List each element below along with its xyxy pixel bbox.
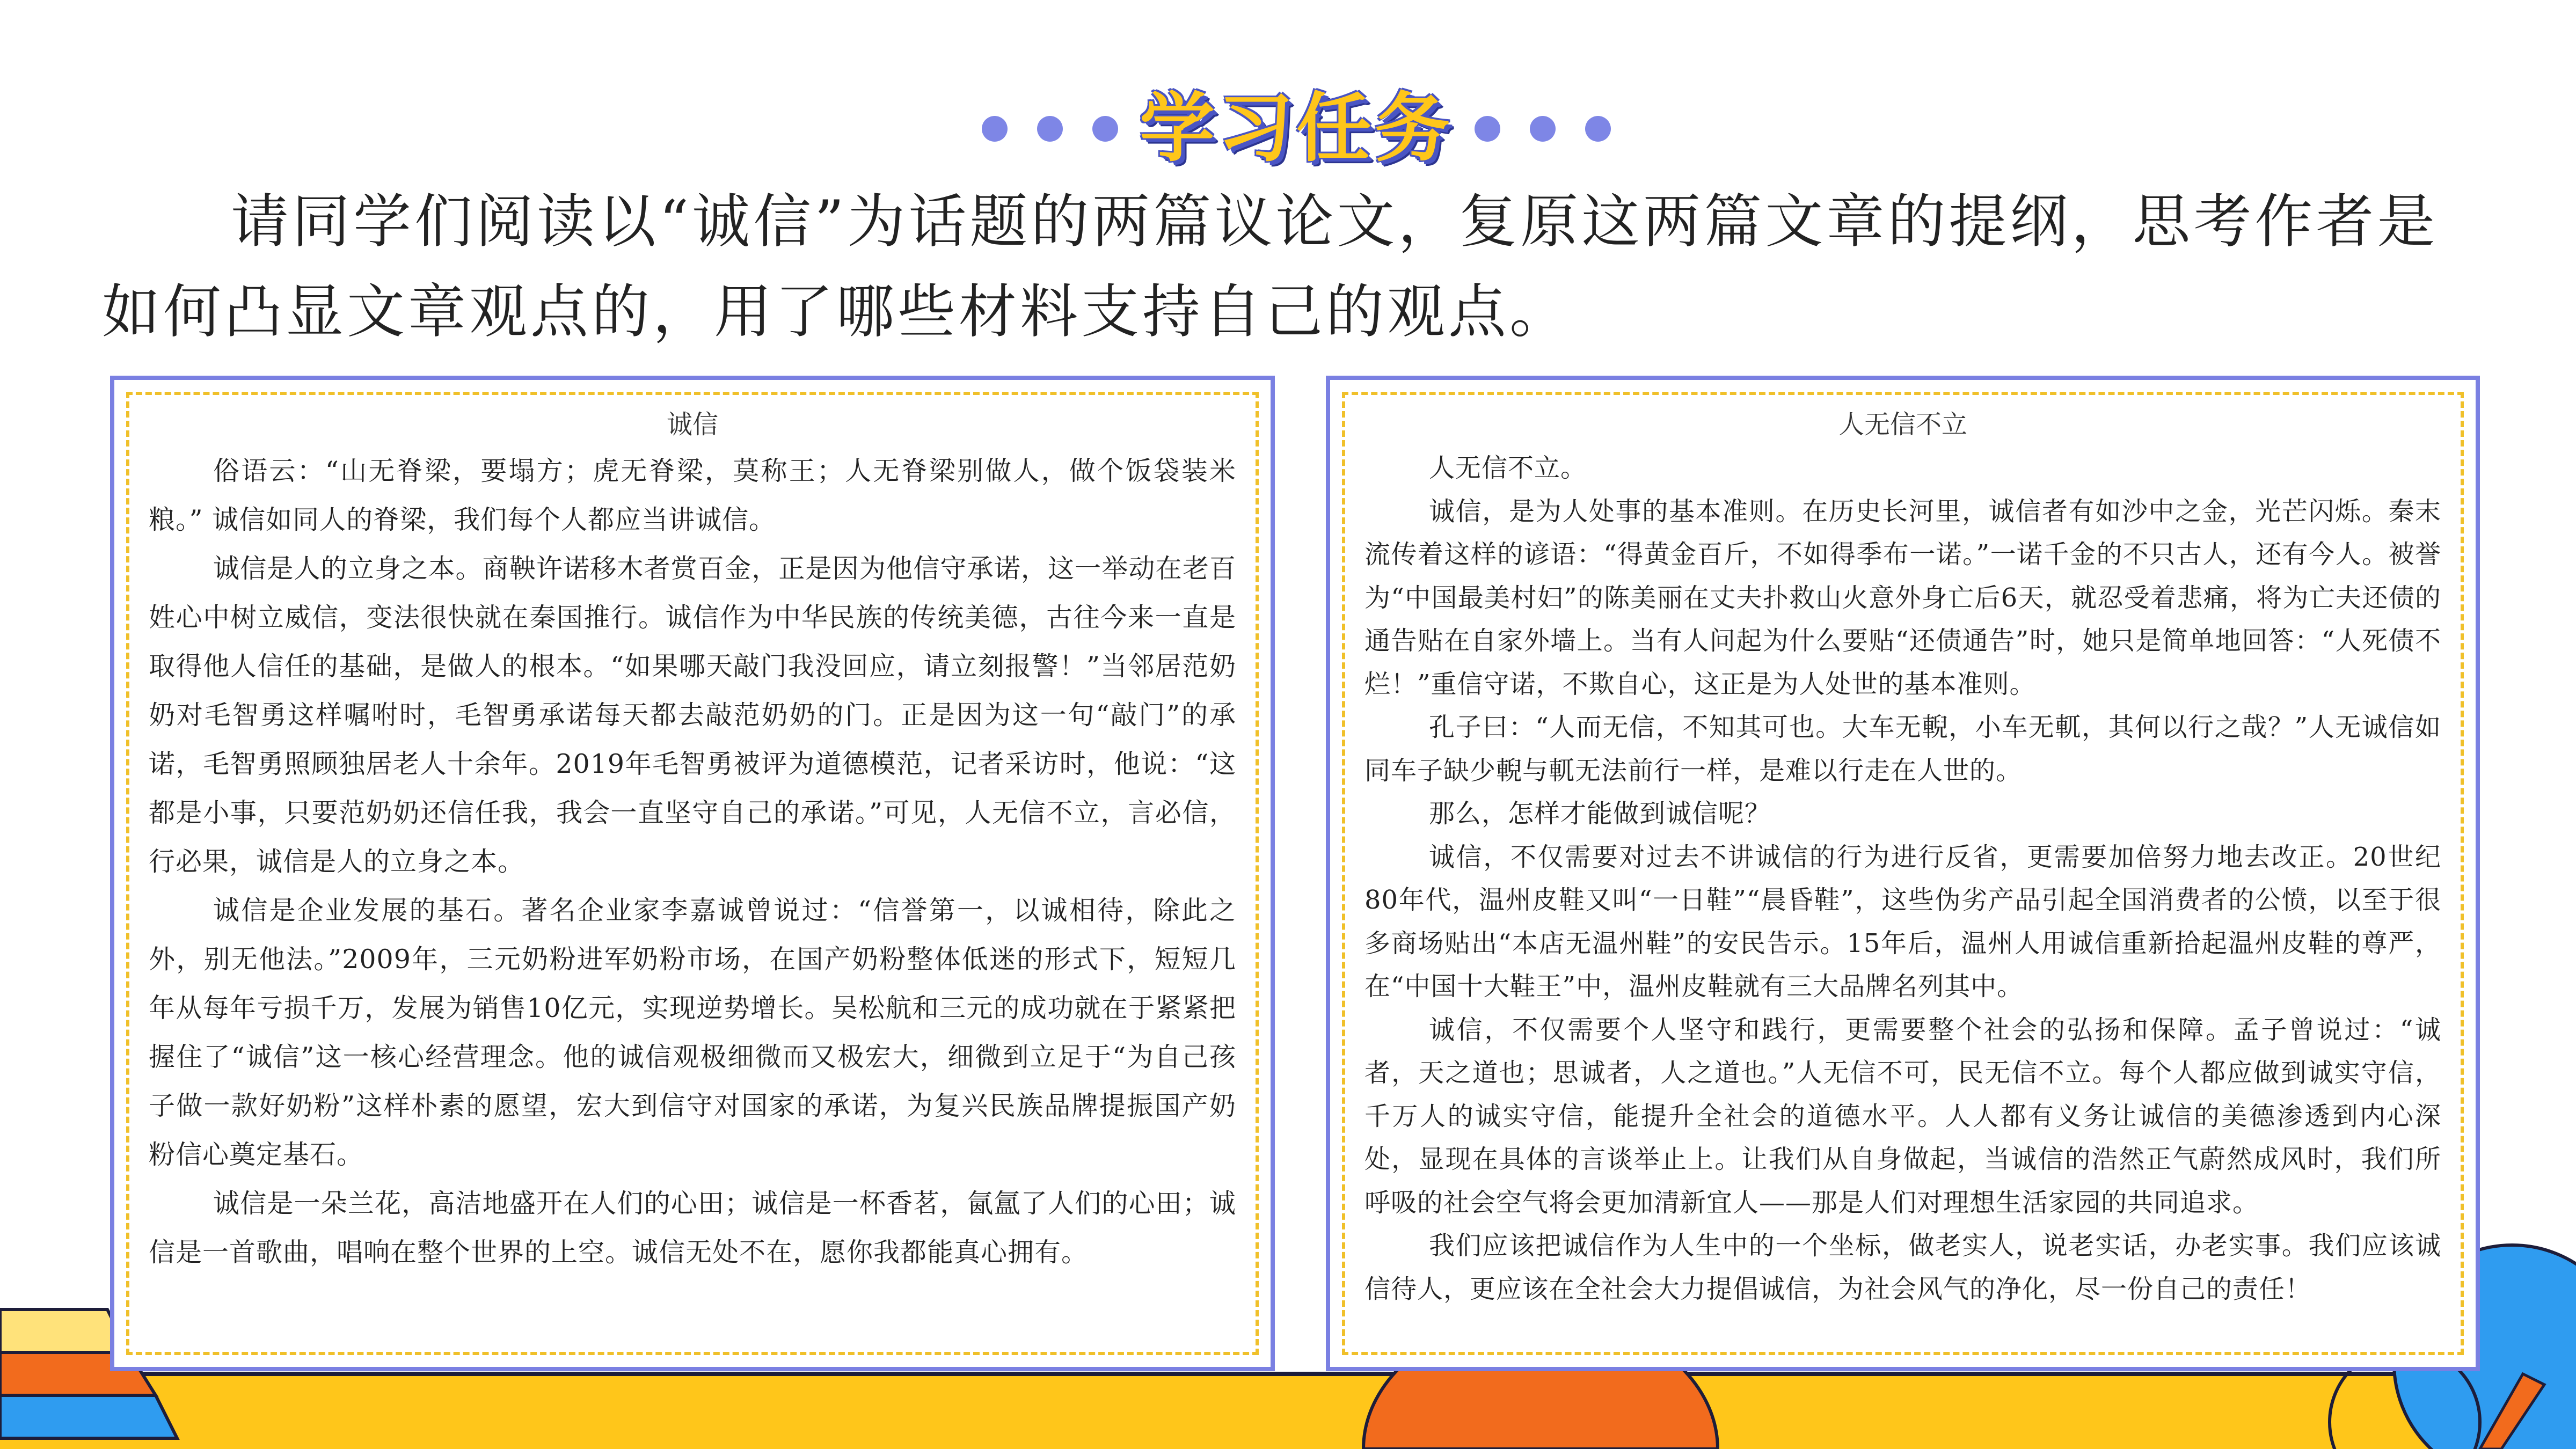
article-paragraph: 俗语云：“山无脊梁，要塌方；虎无脊梁，莫称王；人无脊梁别做人，做个饭袋装米粮。” 诚信如同人的脊梁，我们每个人都应当讲诚信。 bbox=[149, 456, 1236, 535]
article-paragraph: 孔子曰：“人而无信，不知其可也。大车无輗，小车无軏，其何以行之哉？”人无诚信如同车子缺少輗与軏无法前行一样，是难以行走在人世的。 bbox=[1364, 712, 2441, 786]
article-paragraph: 人无信不立。 bbox=[1429, 453, 1587, 483]
dot-icon bbox=[1037, 116, 1063, 142]
article-panel-left bbox=[110, 376, 1275, 1371]
page-title: 学习任务 bbox=[1139, 85, 1453, 172]
article-paragraph: 我们应该把诚信作为人生中的一个坐标，做老实人，说老实话，办老实事。我们应该诚信待人，更应该在全社会大力提倡诚信，为社会风气的净化，尽一份自己的责任！ bbox=[1364, 1231, 2441, 1304]
dot-icon bbox=[1585, 116, 1611, 142]
left-dot-group bbox=[982, 116, 1118, 142]
book-stack-yellow bbox=[0, 1309, 129, 1352]
dot-icon bbox=[1530, 116, 1556, 142]
dot-icon bbox=[1092, 116, 1118, 142]
article-panel-right bbox=[1326, 376, 2480, 1371]
article-paragraph: 诚信，不仅需要对过去不讲诚信的行为进行反省，更需要加倍努力地去改正。20世纪80年代，温州皮鞋又叫“一日鞋”“晨昏鞋”，这些伪劣产品引起全国消费者的公愤，以至于很多商场贴出“本店无温州鞋”的安民告示。15年后，温州人用诚信重新拾起温州皮鞋的尊严，在“中国十大鞋王”中，温州皮鞋就有三大品牌名列其中。 bbox=[1364, 841, 2441, 1001]
article-title-left: 诚信 bbox=[666, 409, 718, 440]
article-frame-right bbox=[1342, 392, 2464, 1355]
article-paragraph: 诚信是一朵兰花，高洁地盛开在人们的心田；诚信是一杯香茗，氤氲了人们的心田；诚信是一首歌曲，唱响在整个世界的上空。诚信无处不在，愿你我都能真心拥有。 bbox=[149, 1188, 1236, 1268]
article-paragraph: 诚信，不仅需要个人坚守和践行，更需要整个社会的弘扬和保障。孟子曾说过：“诚者，天之道也；思诚者，人之道也。”人无信不可，民无信不立。每个人都应做到诚实守信，千万人的诚实守信，能提升全社会的道德水平。人人都有义务让诚信的美德渗透到内心深处，显现在具体的言谈举止上。让我们从自身做起，当诚信的浩然正气蔚然成风时，我们所呼吸的社会空气将会更加清新宜人——那是人们对理想生活家园的共同追求。 bbox=[1364, 1014, 2441, 1218]
dot-icon bbox=[982, 116, 1008, 142]
article-paragraph: 诚信，是为人处事的基本准则。在历史长河里，诚信者有如沙中之金，光芒闪烁。秦末流传着这样的谚语：“得黄金百斤，不如得季布一诺。”一诺千金的不只古人，还有今人。被誉为“中国最美村妇”的陈美丽在丈夫扑救山火意外身亡后6天，就忍受着悲痛，将为亡夫还债的通告贴在自家外墙上。当有人问起为什么要贴“还债通告”时，她只是简单地回答：“人死债不烂！”重信守诺，不欺自心，这正是为人处世的基本准则。 bbox=[1364, 496, 2441, 699]
article-paragraph: 那么，怎样才能做到诚信呢？ bbox=[1429, 799, 1771, 829]
article-paragraph: 诚信是人的立身之本。商鞅许诺移木者赏百金，正是因为他信守承诺，这一举动在老百姓心中树立威信，变法很快就在秦国推行。诚信作为中华民族的传统美德，古往今来一直是取得他人信任的基础，是做人的根本。“如果哪天敲门我没回应，请立刻报警！”当邻居范奶奶对毛智勇这样嘱咐时，毛智勇承诺每天都去敲范奶奶的门。正是因为这一句“敲门”的承诺，毛智勇照顾独居老人十余年。2019年毛智勇被评为道德模范，记者采访时，他说：“这都是小事，只要范奶奶还信任我，我会一直坚守自己的承诺。”可见，人无信不立，言必信，行必果，诚信是人的立身之本。 bbox=[149, 553, 1236, 877]
book-stack-blue bbox=[0, 1395, 177, 1438]
right-dot-group bbox=[1475, 116, 1611, 142]
dot-icon bbox=[1475, 116, 1500, 142]
title-row bbox=[966, 75, 1626, 182]
bottom-yellow-band bbox=[0, 1374, 2576, 1449]
article-frame-left bbox=[126, 392, 1259, 1355]
task-instruction: 请同学们阅读以“诚信”为话题的两篇议论文，复原这两篇文章的提纲，思考作者是如何凸显文章观点的，用了哪些材料支持自己的观点。 bbox=[102, 188, 2439, 346]
article-paragraph: 诚信是企业发展的基石。著名企业家李嘉诚曾说过：“信誉第一，以诚相待，除此之外，别无他法。”2009年，三元奶粉进军奶粉市场，在国产奶粉整体低迷的形式下，短短几年从每年亏损千万，发展为销售10亿元，实现逆势增长。吴松航和三元的成功就在于紧紧把握住了“诚信”这一核心经营理念。他的诚信观极细微而又极宏大，细微到立足于“为自己孩子做一款好奶粉”这样朴素的愿望，宏大到信守对国家的承诺，为复兴民族品牌提振国产奶粉信心奠定基石。 bbox=[149, 895, 1236, 1170]
article-title-right: 人无信不立 bbox=[1838, 409, 1967, 440]
